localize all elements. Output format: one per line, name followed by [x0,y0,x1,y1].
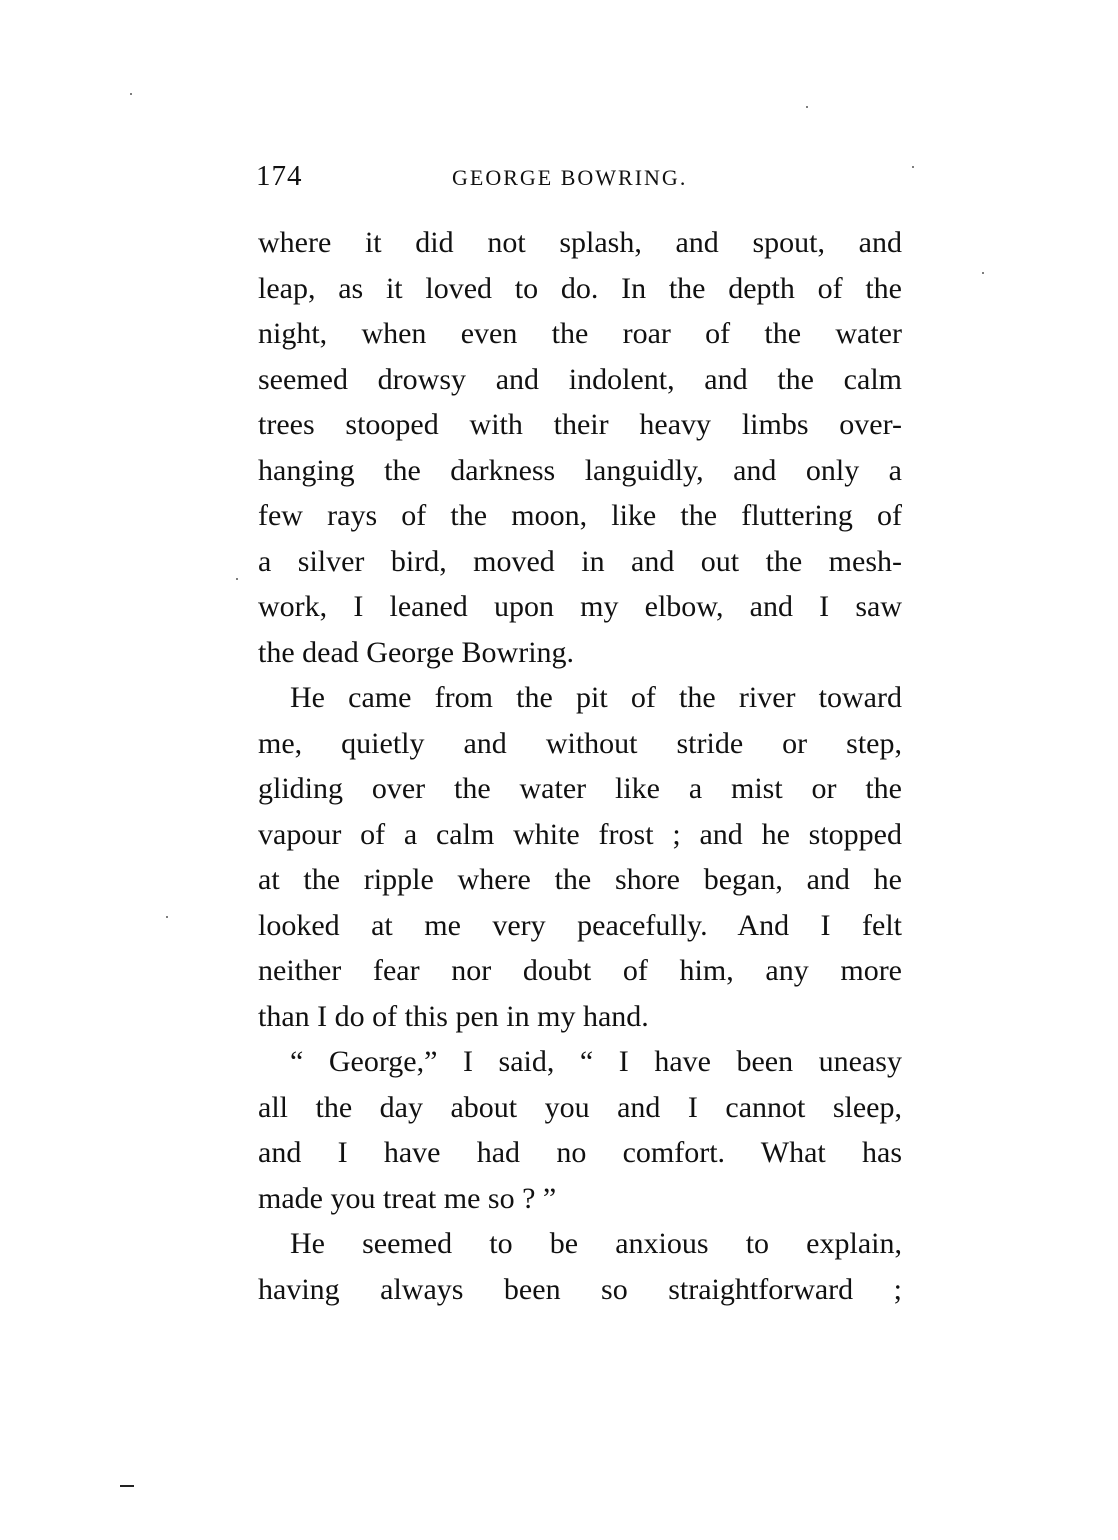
scan-speck [982,272,984,274]
page-number: 174 [256,160,303,192]
text-line: having always been so straightforward ; [258,1272,902,1306]
scan-speck [166,916,168,918]
text-line: night, when even the roar of the water [258,317,902,350]
paragraph-2 [258,675,902,1039]
text-line: at the ripple where the shore began, and he [258,863,902,896]
text-line: and I have had no comfort. What has [258,1136,902,1169]
text-line: looked at me very peacefully. And I felt [258,908,902,942]
scan-speck [236,578,238,580]
scan-speck [130,93,132,95]
text-line: where it did not splash, and spout, and [258,226,902,259]
running-head [254,160,914,200]
text-line: work, I leaned upon my elbow, and I saw [258,590,902,623]
text-line: a silver bird, moved in and out the mesh- [258,544,902,578]
text-line: trees stooped with their heavy limbs over- [258,408,902,441]
text-line: all the day about you and I cannot sleep, [258,1090,902,1124]
text-line: vapour of a calm white frost ; and he stopped [258,817,902,851]
text-line: He came from the pit of the river toward [290,681,902,714]
scan-dash-mark [120,1485,134,1487]
text-line: made you treat me so ? ” [258,1181,557,1215]
paragraph-4 [258,1221,902,1312]
scan-speck [806,106,808,108]
paragraph-1 [258,220,902,675]
text-line: He seemed to be anxious to explain, [290,1227,902,1260]
text-line: hanging the darkness languidly, and only a [258,453,902,487]
text-line: than I do of this pen in my hand. [258,999,649,1033]
text-line: few rays of the moon, like the fluttering of [258,499,902,532]
running-title: GEORGE BOWRING. [452,165,688,190]
paragraph-3 [258,1039,902,1221]
text-line: the dead George Bowring. [258,635,575,669]
text-line: neither fear nor doubt of him, any more [258,954,902,987]
text-line: leap, as it loved to do. In the depth of the [258,271,902,305]
scan-speck [912,166,914,168]
text-line: gliding over the water like a mist or the [258,772,902,805]
text-line: “ George,” I said, “ I have been uneasy [290,1045,902,1078]
body-text [258,220,902,1312]
text-line: me, quietly and without stride or step, [258,726,902,760]
text-line: seemed drowsy and indolent, and the calm [258,362,902,396]
